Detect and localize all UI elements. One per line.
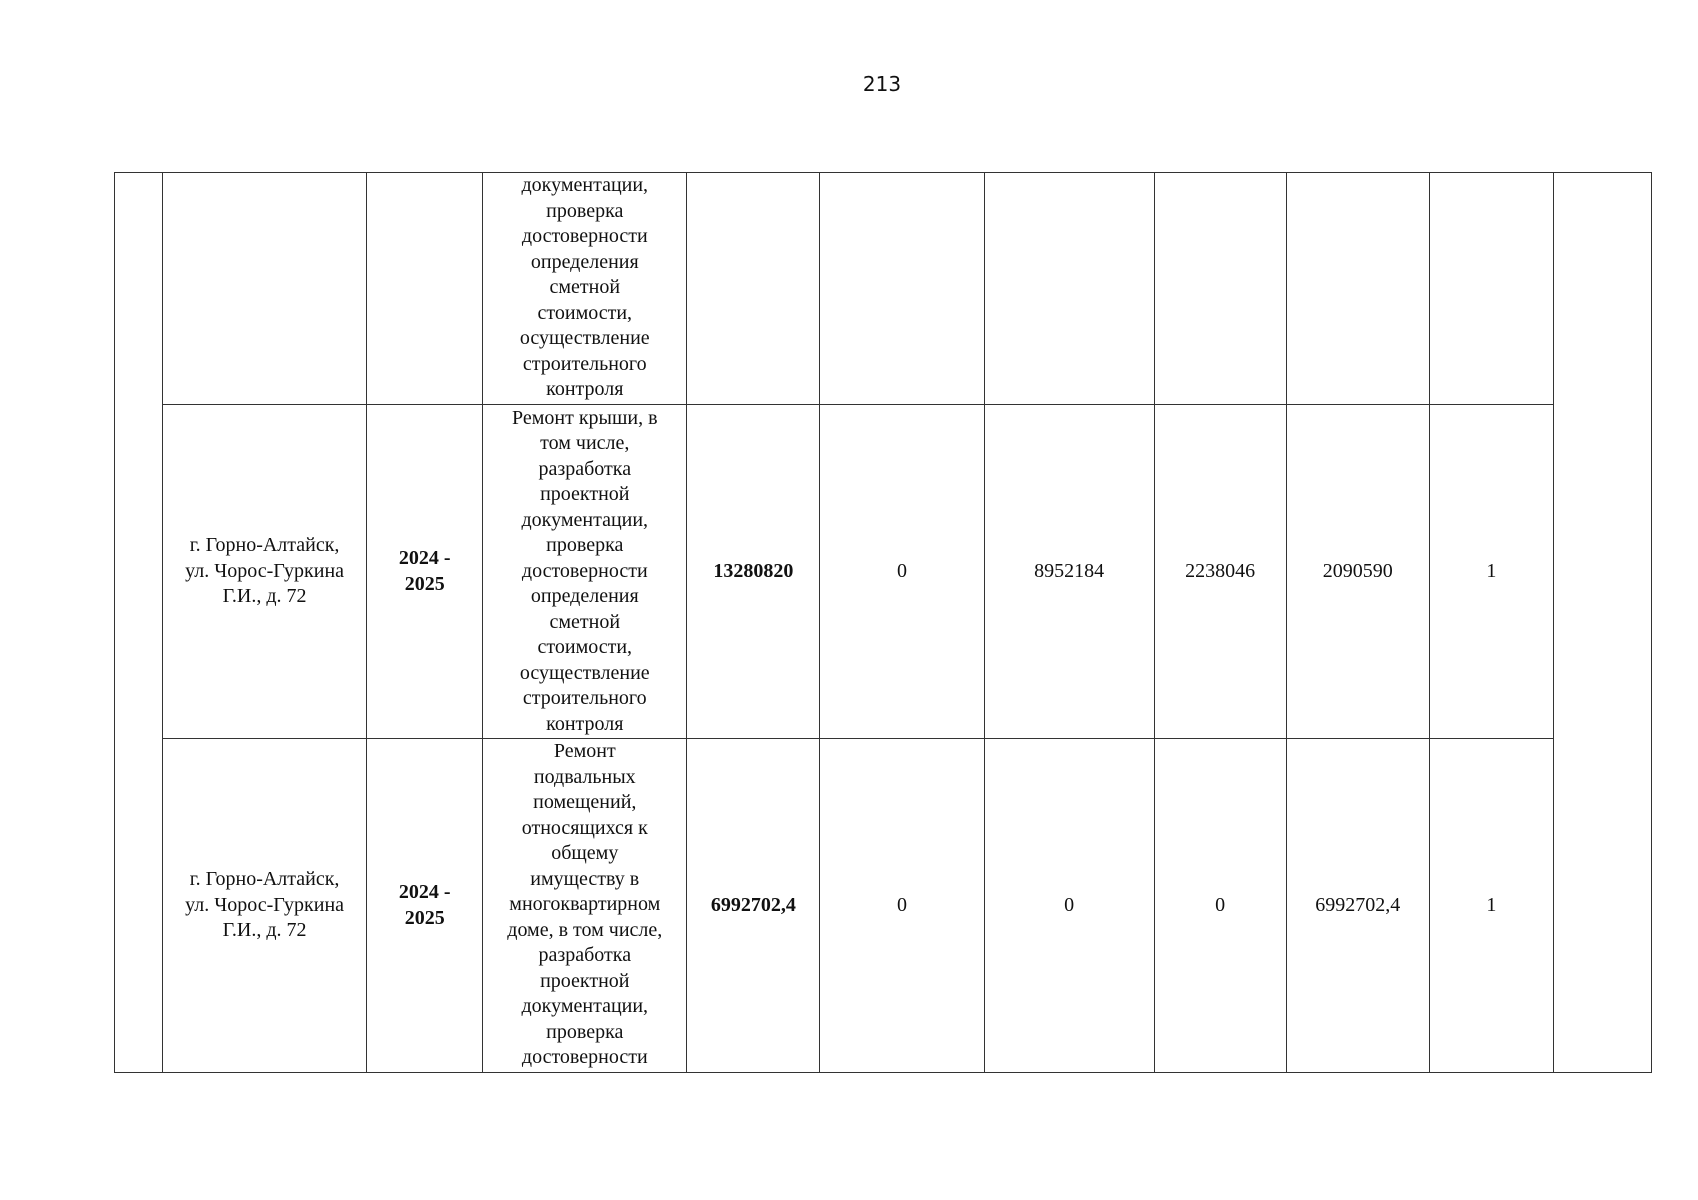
col5-value: 0 bbox=[896, 893, 907, 916]
col9-value: 1 bbox=[1486, 559, 1497, 582]
col6-value: 8952184 bbox=[1034, 559, 1105, 582]
work-text: документации, проверка достоверности определения сметной стоимости, осуществление строительного контроля bbox=[519, 174, 650, 400]
col9-cell bbox=[1429, 405, 1553, 739]
col6-cell bbox=[984, 405, 1154, 739]
works-table bbox=[114, 172, 1652, 1073]
total-cell bbox=[687, 173, 820, 405]
period-cell bbox=[367, 739, 483, 1073]
col7-cell bbox=[1154, 173, 1286, 405]
col7-value: 0 bbox=[1215, 893, 1226, 916]
work-text: Ремонт крыши, в том числе, разработка проектной документации, проверка достоверности определения сметной стоимости, осуществление строительного контроля bbox=[512, 406, 658, 735]
col5-cell bbox=[820, 739, 984, 1073]
table-row bbox=[115, 405, 1652, 739]
col6-cell bbox=[984, 739, 1154, 1073]
work-text: Ремонт подвальных помещений, относящихся к общему имуществу в многоквартирном доме, в том числе, разработка проектной документации, проверка достоверности bbox=[507, 740, 663, 1068]
work-cell bbox=[483, 173, 687, 405]
col9-value: 1 bbox=[1486, 893, 1497, 916]
col8-cell bbox=[1286, 739, 1429, 1073]
period-cell bbox=[367, 405, 483, 739]
col5-cell bbox=[820, 173, 984, 405]
page-number: 213 bbox=[862, 72, 902, 96]
col7-cell bbox=[1154, 405, 1286, 739]
total-value: 13280820 bbox=[713, 559, 794, 582]
col5-value: 0 bbox=[896, 559, 907, 582]
col8-cell bbox=[1286, 173, 1429, 405]
work-cell bbox=[483, 405, 687, 739]
address-cell bbox=[163, 173, 367, 405]
address-text: г. Горно-Алтайск, ул. Чорос-Гуркина Г.И., д. 72 bbox=[185, 534, 345, 608]
col9-cell bbox=[1429, 739, 1553, 1073]
table-row bbox=[115, 739, 1652, 1073]
period-text: 2024 - 2025 bbox=[398, 547, 451, 595]
last-column-cell bbox=[1553, 173, 1651, 1073]
total-cell bbox=[687, 405, 820, 739]
col7-value: 2238046 bbox=[1185, 559, 1256, 582]
period-cell bbox=[367, 173, 483, 405]
work-cell bbox=[483, 739, 687, 1073]
col9-cell bbox=[1429, 173, 1553, 405]
total-value: 6992702,4 bbox=[710, 893, 796, 916]
col7-cell bbox=[1154, 739, 1286, 1073]
address-cell bbox=[163, 739, 367, 1073]
col6-value: 0 bbox=[1064, 893, 1075, 916]
col8-value: 2090590 bbox=[1322, 559, 1393, 582]
address-text: г. Горно-Алтайск, ул. Чорос-Гуркина Г.И., д. 72 bbox=[185, 868, 345, 942]
period-text: 2024 - 2025 bbox=[398, 881, 451, 929]
table-row bbox=[115, 173, 1652, 405]
total-cell bbox=[687, 739, 820, 1073]
address-cell bbox=[163, 405, 367, 739]
col6-cell bbox=[984, 173, 1154, 405]
col5-cell bbox=[820, 405, 984, 739]
col8-value: 6992702,4 bbox=[1315, 893, 1401, 916]
col8-cell bbox=[1286, 405, 1429, 739]
row-number-cell bbox=[115, 173, 163, 1073]
